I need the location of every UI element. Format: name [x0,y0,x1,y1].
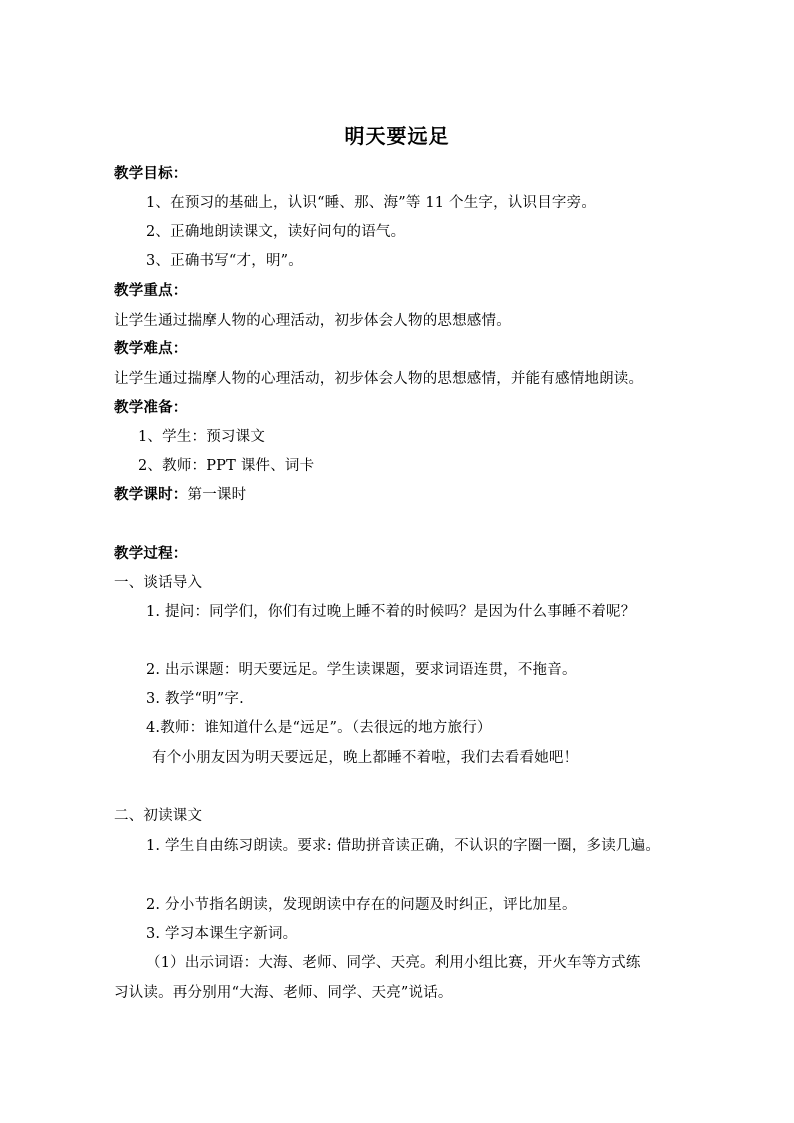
goal-item: 3、正确书写“才，明”。 [146,253,303,269]
process-line: 4.教师：谁知道什么是“远足”。（去很远的地方旅行） [146,720,492,736]
process-line: （1）出示词语：大海、老师、同学、天亮。利用小组比赛，开火车等方式练 [146,955,641,971]
preparation-item: 1、学生：预习课文 [138,429,266,445]
goal-item: 2、正确地朗读课文，读好问句的语气。 [146,224,406,240]
process-line: 2. 分小节指名朗读，发现朗读中存在的问题及时纠正，评比加星。 [146,897,577,913]
section-title: 二、初读课文 [114,808,203,824]
process-line: 1. 学生自由练习朗读。要求: 借助拼音读正确，不认识的字圈一圈，多读几遍。 [146,838,661,854]
goal-item: 1、在预习的基础上，认识“睡、那、海”等 11 个生字，认识目字旁。 [146,195,597,211]
goals-heading: 教学目标： [114,165,188,182]
process-line: 习认读。再分别用“大海、老师、同学、天亮”说话。 [114,985,453,1001]
class-hours-value: 第一课时 [187,487,247,503]
document-title: 明天要远足 [344,124,450,148]
process-line: 2. 出示课题：明天要远足。学生读课题，要求词语连贯，不拖音。 [146,662,577,678]
key-points-heading: 教学重点： [114,282,188,299]
preparation-heading: 教学准备： [114,399,188,416]
class-hours-heading: 教学课时： [114,486,188,503]
process-line: 3. 教学“明”字. [146,691,244,707]
difficulties-heading: 教学难点： [114,340,188,357]
key-points-text: 让学生通过揣摩人物的心理活动，初步体会人物的思想感情。 [114,313,511,329]
class-hours-line [114,485,246,505]
process-line: 3. 学习本课生字新词。 [146,926,298,942]
process-line: 有个小朋友因为明天要远足，晚上都睡不着啦，我们去看看她吧！ [152,750,579,766]
process-heading: 教学过程： [114,545,188,562]
difficulties-text: 让学生通过揣摩人物的心理活动，初步体会人物的思想感情，并能有感情地朗读。 [114,371,644,387]
preparation-item: 2、教师：PPT 课件、词卡 [138,458,315,474]
section-title: 一、谈话导入 [114,575,203,591]
process-line: 1. 提问：同学们，你们有过晚上睡不着的时候吗？是因为什么事睡不着呢？ [146,604,636,620]
